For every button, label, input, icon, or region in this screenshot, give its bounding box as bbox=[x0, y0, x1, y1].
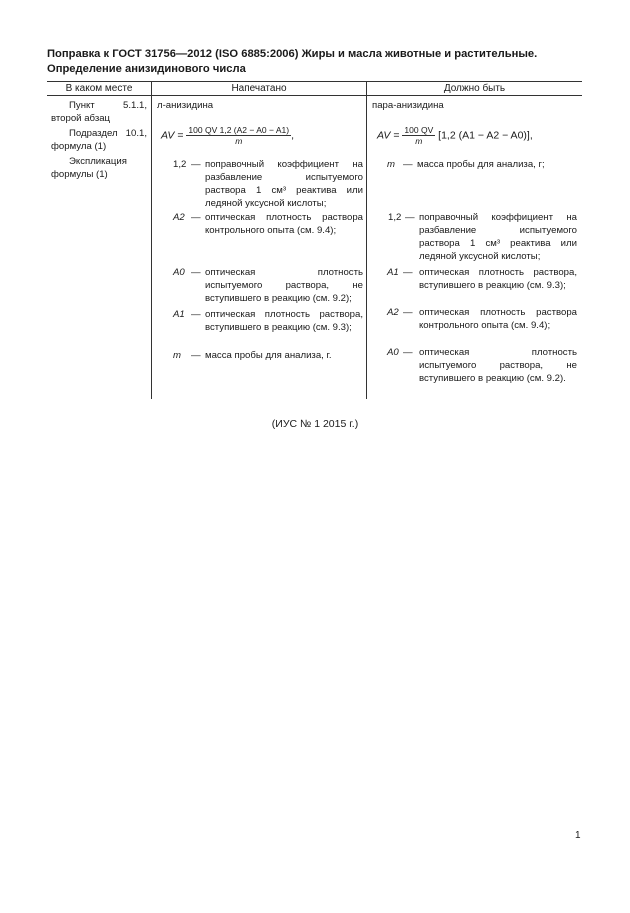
formula-lhs: AV bbox=[377, 129, 391, 142]
table-top-border bbox=[47, 81, 582, 82]
header-correct: Должно быть bbox=[443, 83, 506, 94]
header-printed: Напечатано bbox=[231, 83, 287, 94]
expl-dash: — bbox=[403, 347, 413, 358]
expl-symbol: A1 bbox=[387, 267, 399, 278]
expl-symbol: A0 bbox=[387, 347, 399, 358]
expl-dash: — bbox=[403, 267, 413, 278]
expl-symbol: A2 bbox=[173, 212, 185, 223]
expl-dash: — bbox=[191, 309, 201, 320]
formula-numerator: 100 QV bbox=[404, 125, 434, 135]
formula-bracket: [1,2 (A1 − A2 − A0)], bbox=[438, 129, 533, 142]
expl-text: масса пробы для анализа, г; bbox=[417, 159, 545, 170]
expl-dash: — bbox=[191, 350, 201, 361]
expl-text: оптическая плотность раствора, вступившего в реакцию (см. 9.3); bbox=[419, 267, 577, 291]
printed-text: л-анизидина bbox=[157, 100, 214, 111]
expl-text: оптическая плотность раствора, вступившего в реакцию (см. 9.3); bbox=[205, 309, 363, 333]
expl-text: оптическая плотность испытуемого раствора, не вступившего в реакцию (см. 9.2). bbox=[419, 347, 577, 384]
place-item: Пункт 5.1.1, второй абзац bbox=[51, 100, 147, 124]
correct-text: пара-анизидина bbox=[372, 100, 444, 111]
formula-denominator: m bbox=[415, 136, 423, 146]
expl-text: поправочный коэффициент на разбавление испытуемого раствора 1 см³ реактива или ледяной уксусной кислоты; bbox=[205, 159, 363, 209]
header-bottom-border bbox=[47, 95, 582, 96]
expl-symbol: m bbox=[387, 159, 395, 170]
formula-tail: , bbox=[291, 129, 294, 142]
expl-dash: — bbox=[403, 159, 413, 170]
printed-formula bbox=[161, 125, 294, 146]
expl-dash: — bbox=[405, 212, 415, 223]
expl-text: оптическая плотность раствора контрольного опыта (см. 9.4); bbox=[205, 212, 363, 236]
formula-numerator: 100 QV 1,2 (A2 − A0 − A1) bbox=[188, 125, 290, 135]
expl-dash: — bbox=[403, 307, 413, 318]
expl-symbol: A1 bbox=[173, 309, 185, 320]
expl-dash: — bbox=[191, 212, 201, 223]
expl-text: поправочный коэффициент на разбавление испытуемого раствора 1 см³ реактива или ледяной уксусной кислоты; bbox=[419, 212, 577, 262]
expl-dash: — bbox=[191, 267, 201, 278]
expl-symbol: A2 bbox=[387, 307, 399, 318]
formula-denominator: m bbox=[235, 136, 243, 146]
expl-symbol: A0 bbox=[173, 267, 185, 278]
place-item: Экспликация формулы (1) bbox=[51, 156, 127, 180]
header-place: В каком месте bbox=[65, 83, 133, 94]
expl-symbol: 1,2 bbox=[173, 159, 187, 170]
expl-text: оптическая плотность испытуемого раствора, не вступившего в реакцию (см. 9.2); bbox=[205, 267, 363, 304]
expl-text: оптическая плотность раствора контрольного опыта (см. 9.4); bbox=[419, 307, 577, 331]
formula-fraction bbox=[186, 125, 291, 146]
column-divider-2 bbox=[366, 81, 367, 399]
formula-equals: = bbox=[393, 129, 400, 142]
expl-text: масса пробы для анализа, г. bbox=[205, 350, 332, 361]
expl-symbol: m bbox=[173, 350, 181, 361]
place-item: Подраздел 10.1, формула (1) bbox=[51, 128, 147, 152]
formula-equals: = bbox=[177, 129, 184, 142]
page-number: 1 bbox=[575, 830, 581, 841]
formula-lhs: AV bbox=[161, 129, 175, 142]
expl-dash: — bbox=[191, 159, 201, 170]
correct-formula bbox=[377, 125, 533, 146]
footer-note: (ИУС № 1 2015 г.) bbox=[271, 418, 359, 430]
document-title: Поправка к ГОСТ 31756—2012 (ISO 6885:2006) Жиры и масла животные и растительные. Определение анизидинового числа bbox=[47, 48, 538, 75]
expl-symbol: 1,2 bbox=[388, 212, 402, 223]
formula-fraction bbox=[402, 125, 435, 146]
column-divider-1 bbox=[151, 81, 152, 399]
correction-table bbox=[47, 81, 582, 399]
